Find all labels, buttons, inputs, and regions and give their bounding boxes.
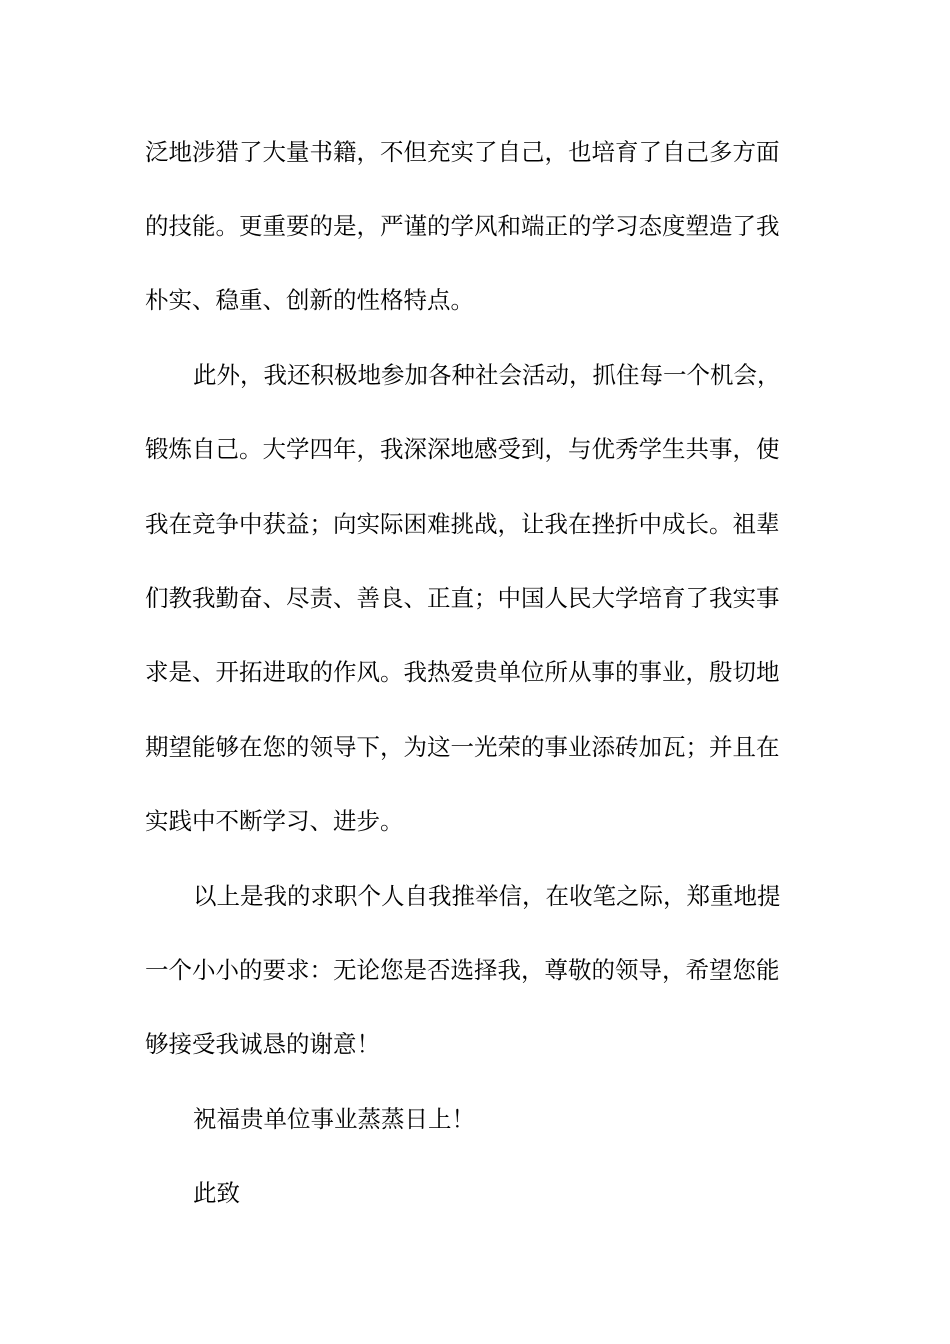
paragraph-line: 以上是我的求职个人自我推举信，在收笔之际，郑重地提: [193, 882, 781, 910]
paragraph-line: 实践中不断学习、进步。: [145, 807, 404, 835]
paragraph-line: 一个小小的要求：无论您是否选择我，尊敬的领导，希望您能: [145, 956, 780, 984]
paragraph-line: 朴实、稳重、创新的性格特点。: [145, 286, 474, 314]
paragraph-line: 期望能够在您的领导下，为这一光荣的事业添砖加瓦；并且在: [145, 733, 780, 761]
paragraph-line: 求是、开拓进取的作风。我热爱贵单位所从事的事业，殷切地: [145, 658, 780, 686]
closing-wish: 祝福贵单位事业蒸蒸日上！: [193, 1105, 475, 1133]
paragraph-line: 们教我勤奋、尽责、善良、正直；中国人民大学培育了我实事: [145, 584, 780, 612]
paragraph-line: 的技能。更重要的是，严谨的学风和端正的学习态度塑造了我: [145, 212, 780, 240]
paragraph-line: 我在竞争中获益；向实际困难挑战，让我在挫折中成长。祖辈: [145, 510, 780, 538]
paragraph-line: 泛地涉猎了大量书籍，不但充实了自己，也培育了自己多方面: [145, 138, 780, 166]
paragraph-line: 此外，我还积极地参加各种社会活动，抓住每一个机会，: [193, 361, 781, 389]
paragraph-line: 够接受我诚恳的谢意！: [145, 1030, 380, 1058]
paragraph-line: 锻炼自己。大学四年，我深深地感受到，与优秀学生共事，使: [145, 435, 780, 463]
closing-salutation: 此致: [193, 1179, 240, 1207]
